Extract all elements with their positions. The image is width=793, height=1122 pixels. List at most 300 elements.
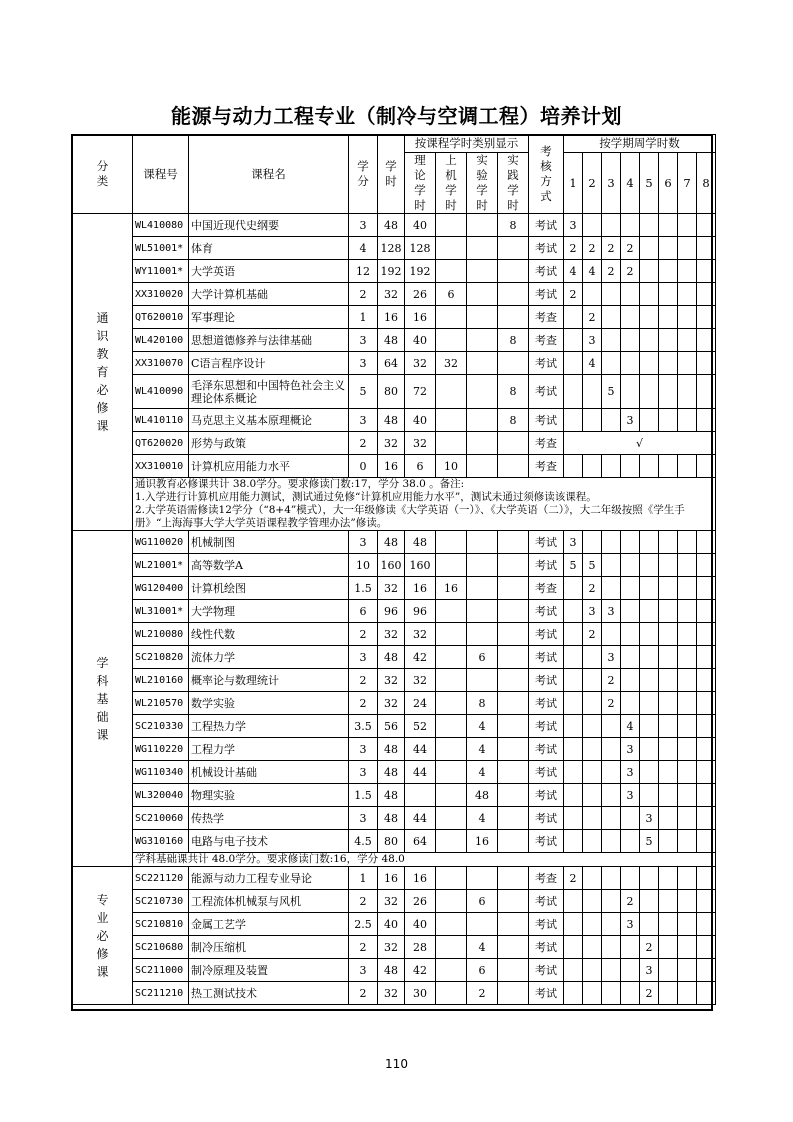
course-name: 能源与动力工程专业导论 bbox=[189, 867, 349, 890]
course-row bbox=[73, 283, 716, 306]
assessment-type: 考试 bbox=[529, 807, 564, 830]
theory-hours: 44 bbox=[405, 738, 436, 761]
course-row bbox=[73, 531, 716, 554]
semester-3-hours: 2 bbox=[602, 237, 621, 260]
semester-6-hours bbox=[659, 577, 678, 600]
semester-4-hours bbox=[621, 623, 640, 646]
course-code: WL31001* bbox=[133, 600, 189, 623]
course-hours: 16 bbox=[378, 455, 405, 478]
header-semester-1: 1 bbox=[564, 153, 583, 214]
course-code: WL410090 bbox=[133, 375, 189, 409]
semester-3-hours: 2 bbox=[602, 692, 621, 715]
course-code: WL210080 bbox=[133, 623, 189, 646]
course-hours: 48 bbox=[378, 807, 405, 830]
semester-7-hours bbox=[678, 455, 697, 478]
course-name: 大学英语 bbox=[189, 260, 349, 283]
assessment-type: 考试 bbox=[529, 214, 564, 237]
semester-2-hours bbox=[583, 375, 602, 409]
course-name: 思想道德修养与法律基础 bbox=[189, 329, 349, 352]
semester-6-hours bbox=[659, 600, 678, 623]
course-row bbox=[73, 761, 716, 784]
semester-7-hours bbox=[678, 260, 697, 283]
course-credits: 5 bbox=[349, 375, 378, 409]
semester-2-hours: 4 bbox=[583, 352, 602, 375]
semester-6-hours bbox=[659, 761, 678, 784]
course-code: WG110340 bbox=[133, 761, 189, 784]
semester-8-hours bbox=[697, 623, 716, 646]
course-row bbox=[73, 306, 716, 329]
assessment-type: 考试 bbox=[529, 646, 564, 669]
theory-hours: 6 bbox=[405, 455, 436, 478]
course-name: 制冷压缩机 bbox=[189, 936, 349, 959]
practice-hours bbox=[498, 352, 529, 375]
experiment-hours bbox=[467, 352, 498, 375]
course-credits: 10 bbox=[349, 554, 378, 577]
theory-hours: 42 bbox=[405, 959, 436, 982]
course-code: WL21001* bbox=[133, 554, 189, 577]
practice-hours: 8 bbox=[498, 214, 529, 237]
course-row bbox=[73, 409, 716, 432]
semester-3-hours bbox=[602, 531, 621, 554]
semester-7-hours bbox=[678, 531, 697, 554]
semester-8-hours bbox=[697, 936, 716, 959]
course-name: 马克思主义基本原理概论 bbox=[189, 409, 349, 432]
course-name: 热工测试技术 bbox=[189, 982, 349, 1005]
theory-hours: 32 bbox=[405, 669, 436, 692]
semester-5-hours bbox=[640, 306, 659, 329]
practice-hours bbox=[498, 890, 529, 913]
course-code: SC210060 bbox=[133, 807, 189, 830]
semester-5-hours bbox=[640, 577, 659, 600]
semester-8-hours bbox=[697, 715, 716, 738]
semester-4-hours bbox=[621, 554, 640, 577]
practice-hours bbox=[498, 237, 529, 260]
experiment-hours: 4 bbox=[467, 936, 498, 959]
practice-hours bbox=[498, 807, 529, 830]
course-code: SC210680 bbox=[133, 936, 189, 959]
course-hours: 16 bbox=[378, 306, 405, 329]
semester-6-hours bbox=[659, 890, 678, 913]
semester-3-hours bbox=[602, 283, 621, 306]
course-hours: 56 bbox=[378, 715, 405, 738]
semester-6-hours bbox=[659, 715, 678, 738]
course-code: WL320040 bbox=[133, 784, 189, 807]
course-credits: 3.5 bbox=[349, 715, 378, 738]
experiment-hours bbox=[467, 623, 498, 646]
course-hours: 64 bbox=[378, 352, 405, 375]
course-hours: 32 bbox=[378, 283, 405, 306]
practice-hours bbox=[498, 761, 529, 784]
semester-4-hours bbox=[621, 669, 640, 692]
theory-hours: 52 bbox=[405, 715, 436, 738]
semester-6-hours bbox=[659, 623, 678, 646]
course-name: 工程流体机械泵与风机 bbox=[189, 890, 349, 913]
computer-hours bbox=[436, 329, 467, 352]
semester-7-hours bbox=[678, 890, 697, 913]
semester-2-hours bbox=[583, 890, 602, 913]
semester-4-hours: 2 bbox=[621, 890, 640, 913]
theory-hours: 28 bbox=[405, 936, 436, 959]
computer-hours bbox=[436, 959, 467, 982]
course-row bbox=[73, 646, 716, 669]
header-name: 课程名 bbox=[189, 135, 349, 214]
semester-4-hours bbox=[621, 646, 640, 669]
practice-hours bbox=[498, 715, 529, 738]
experiment-hours bbox=[467, 600, 498, 623]
semester-5-hours: 2 bbox=[640, 936, 659, 959]
course-hours: 192 bbox=[378, 260, 405, 283]
semester-3-hours bbox=[602, 715, 621, 738]
semester-5-hours bbox=[640, 352, 659, 375]
semester-2-hours: 3 bbox=[583, 600, 602, 623]
theory-hours: 40 bbox=[405, 329, 436, 352]
course-hours: 160 bbox=[378, 554, 405, 577]
course-code: WL410110 bbox=[133, 409, 189, 432]
computer-hours bbox=[436, 409, 467, 432]
note-line: 1.入学进行计算机应用能力测试，测试通过免修“计算机应用能力水平”，测试未通过须修读该课程。 bbox=[135, 491, 597, 503]
course-name: 流体力学 bbox=[189, 646, 349, 669]
semester-1-hours bbox=[564, 577, 583, 600]
semester-3-hours bbox=[602, 807, 621, 830]
course-row bbox=[73, 959, 716, 982]
theory-hours: 40 bbox=[405, 214, 436, 237]
semester-1-hours bbox=[564, 375, 583, 409]
semester-6-hours bbox=[659, 936, 678, 959]
semester-5-hours bbox=[640, 913, 659, 936]
course-credits: 2 bbox=[349, 669, 378, 692]
course-code: WL420100 bbox=[133, 329, 189, 352]
course-credits: 3 bbox=[349, 807, 378, 830]
course-code: SC210810 bbox=[133, 913, 189, 936]
semester-5-hours bbox=[640, 761, 659, 784]
semester-4-hours bbox=[621, 455, 640, 478]
semester-7-hours bbox=[678, 936, 697, 959]
semester-7-hours bbox=[678, 554, 697, 577]
header-semester-5: 5 bbox=[640, 153, 659, 214]
semester-8-hours bbox=[697, 554, 716, 577]
semester-6-hours bbox=[659, 455, 678, 478]
semester-4-hours: 3 bbox=[621, 913, 640, 936]
computer-hours: 32 bbox=[436, 352, 467, 375]
semester-3-hours: 3 bbox=[602, 600, 621, 623]
header-semester-7: 7 bbox=[678, 153, 697, 214]
theory-hours: 26 bbox=[405, 283, 436, 306]
semester-1-hours bbox=[564, 913, 583, 936]
semester-6-hours bbox=[659, 554, 678, 577]
semester-2-hours bbox=[583, 692, 602, 715]
course-hours: 96 bbox=[378, 600, 405, 623]
semester-8-hours bbox=[697, 761, 716, 784]
semester-4-hours bbox=[621, 692, 640, 715]
theory-hours: 160 bbox=[405, 554, 436, 577]
course-hours: 32 bbox=[378, 936, 405, 959]
experiment-hours: 16 bbox=[467, 830, 498, 853]
course-code: SC221120 bbox=[133, 867, 189, 890]
theory-hours: 64 bbox=[405, 830, 436, 853]
semester-1-hours bbox=[564, 936, 583, 959]
semester-7-hours bbox=[678, 577, 697, 600]
experiment-hours bbox=[467, 409, 498, 432]
semester-5-hours bbox=[640, 738, 659, 761]
semester-3-hours bbox=[602, 867, 621, 890]
semester-5-hours bbox=[640, 784, 659, 807]
computer-hours bbox=[436, 669, 467, 692]
course-row bbox=[73, 936, 716, 959]
semester-7-hours bbox=[678, 214, 697, 237]
theory-hours: 16 bbox=[405, 306, 436, 329]
semester-8-hours bbox=[697, 959, 716, 982]
semester-1-hours bbox=[564, 600, 583, 623]
course-row bbox=[73, 455, 716, 478]
experiment-hours bbox=[467, 554, 498, 577]
semester-1-hours bbox=[564, 784, 583, 807]
theory-hours: 192 bbox=[405, 260, 436, 283]
semester-2-hours bbox=[583, 715, 602, 738]
semester-3-hours bbox=[602, 409, 621, 432]
assessment-type: 考试 bbox=[529, 554, 564, 577]
experiment-hours: 6 bbox=[467, 646, 498, 669]
semester-4-hours: 2 bbox=[621, 237, 640, 260]
header-assessment: 考核方式 bbox=[529, 135, 564, 214]
course-name: 金属工艺学 bbox=[189, 913, 349, 936]
semester-7-hours bbox=[678, 913, 697, 936]
course-name: 计算机绘图 bbox=[189, 577, 349, 600]
semester-6-hours bbox=[659, 375, 678, 409]
semester-1-hours bbox=[564, 715, 583, 738]
assessment-type: 考试 bbox=[529, 375, 564, 409]
semester-7-hours bbox=[678, 807, 697, 830]
course-credits: 2 bbox=[349, 890, 378, 913]
semester-8-hours bbox=[697, 738, 716, 761]
note-line: 通识教育必修课共计 38.0学分。要求修读门数:17，学分 38.0 。备注: bbox=[135, 478, 465, 490]
practice-hours bbox=[498, 738, 529, 761]
semester-5-hours bbox=[640, 409, 659, 432]
course-row bbox=[73, 807, 716, 830]
semester-2-hours: 5 bbox=[583, 554, 602, 577]
semester-6-hours bbox=[659, 738, 678, 761]
computer-hours bbox=[436, 784, 467, 807]
semester-1-hours bbox=[564, 669, 583, 692]
course-credits: 0 bbox=[349, 455, 378, 478]
course-row bbox=[73, 867, 716, 890]
assessment-type: 考查 bbox=[529, 306, 564, 329]
assessment-type: 考试 bbox=[529, 600, 564, 623]
semester-4-hours: 3 bbox=[621, 784, 640, 807]
computer-hours: 16 bbox=[436, 577, 467, 600]
course-hours: 48 bbox=[378, 531, 405, 554]
semester-6-hours bbox=[659, 531, 678, 554]
semester-3-hours: 2 bbox=[602, 260, 621, 283]
semester-7-hours bbox=[678, 830, 697, 853]
course-credits: 3 bbox=[349, 409, 378, 432]
header-credits: 学分 bbox=[349, 135, 378, 214]
semester-7-hours bbox=[678, 329, 697, 352]
experiment-hours bbox=[467, 237, 498, 260]
semester-1-hours bbox=[564, 455, 583, 478]
training-plan-table bbox=[72, 134, 716, 1005]
course-hours: 128 bbox=[378, 237, 405, 260]
header-code: 课程号 bbox=[133, 135, 189, 214]
semester-3-hours bbox=[602, 554, 621, 577]
section-note-row bbox=[73, 853, 716, 867]
section-note bbox=[133, 853, 716, 867]
semester-1-hours bbox=[564, 409, 583, 432]
semester-5-hours bbox=[640, 531, 659, 554]
course-name: 概率论与数理统计 bbox=[189, 669, 349, 692]
course-hours: 48 bbox=[378, 646, 405, 669]
practice-hours: 8 bbox=[498, 409, 529, 432]
semester-6-hours bbox=[659, 830, 678, 853]
course-row bbox=[73, 982, 716, 1005]
course-credits: 4 bbox=[349, 237, 378, 260]
semester-5-hours bbox=[640, 890, 659, 913]
category-label: 通识教育必修课 bbox=[96, 311, 109, 433]
assessment-type: 考查 bbox=[529, 455, 564, 478]
assessment-type: 考试 bbox=[529, 761, 564, 784]
experiment-hours: 2 bbox=[467, 982, 498, 1005]
computer-hours bbox=[436, 306, 467, 329]
practice-hours bbox=[498, 646, 529, 669]
practice-hours bbox=[498, 600, 529, 623]
semester-5-hours: 3 bbox=[640, 959, 659, 982]
practice-hours bbox=[498, 913, 529, 936]
course-name: 大学计算机基础 bbox=[189, 283, 349, 306]
course-row bbox=[73, 623, 716, 646]
category-cell bbox=[73, 867, 133, 1005]
semester-4-hours bbox=[621, 600, 640, 623]
semester-6-hours bbox=[659, 646, 678, 669]
semester-8-hours bbox=[697, 784, 716, 807]
course-row bbox=[73, 214, 716, 237]
semester-8-hours bbox=[697, 214, 716, 237]
semester-7-hours bbox=[678, 409, 697, 432]
header-semester-6: 6 bbox=[659, 153, 678, 214]
course-code: WG110220 bbox=[133, 738, 189, 761]
computer-hours bbox=[436, 982, 467, 1005]
section-note bbox=[133, 478, 716, 531]
semester-2-hours bbox=[583, 283, 602, 306]
semester-4-hours bbox=[621, 982, 640, 1005]
experiment-hours: 4 bbox=[467, 807, 498, 830]
course-name: 军事理论 bbox=[189, 306, 349, 329]
semester-5-hours bbox=[640, 646, 659, 669]
course-row bbox=[73, 237, 716, 260]
computer-hours bbox=[436, 600, 467, 623]
theory-hours: 26 bbox=[405, 890, 436, 913]
course-credits: 1 bbox=[349, 867, 378, 890]
header-semester-8: 8 bbox=[697, 153, 716, 214]
semester-7-hours bbox=[678, 623, 697, 646]
semester-1-hours: 3 bbox=[564, 531, 583, 554]
header-semester-4: 4 bbox=[621, 153, 640, 214]
experiment-hours bbox=[467, 375, 498, 409]
course-hours: 80 bbox=[378, 375, 405, 409]
semester-3-hours bbox=[602, 738, 621, 761]
course-code: SC210330 bbox=[133, 715, 189, 738]
semester-2-hours bbox=[583, 646, 602, 669]
course-credits: 3 bbox=[349, 352, 378, 375]
course-name: 物理实验 bbox=[189, 784, 349, 807]
semester-4-hours: 3 bbox=[621, 738, 640, 761]
semester-8-hours bbox=[697, 283, 716, 306]
all-semesters-mark: √ bbox=[564, 432, 716, 455]
semester-2-hours: 2 bbox=[583, 237, 602, 260]
semester-2-hours bbox=[583, 738, 602, 761]
semester-3-hours bbox=[602, 936, 621, 959]
course-code: WG120400 bbox=[133, 577, 189, 600]
semester-6-hours bbox=[659, 329, 678, 352]
assessment-type: 考试 bbox=[529, 959, 564, 982]
course-row bbox=[73, 352, 716, 375]
course-credits: 2 bbox=[349, 432, 378, 455]
semester-5-hours bbox=[640, 455, 659, 478]
course-name: 计算机应用能力水平 bbox=[189, 455, 349, 478]
header-semester-2: 2 bbox=[583, 153, 602, 214]
semester-2-hours bbox=[583, 982, 602, 1005]
semester-4-hours bbox=[621, 283, 640, 306]
course-name: 线性代数 bbox=[189, 623, 349, 646]
semester-1-hours: 2 bbox=[564, 237, 583, 260]
course-credits: 3 bbox=[349, 646, 378, 669]
semester-4-hours bbox=[621, 531, 640, 554]
semester-3-hours bbox=[602, 623, 621, 646]
header-semester-3: 3 bbox=[602, 153, 621, 214]
semester-3-hours bbox=[602, 761, 621, 784]
semester-8-hours bbox=[697, 531, 716, 554]
experiment-hours: 4 bbox=[467, 761, 498, 784]
computer-hours bbox=[436, 260, 467, 283]
semester-3-hours bbox=[602, 455, 621, 478]
course-credits: 12 bbox=[349, 260, 378, 283]
course-code: SC211000 bbox=[133, 959, 189, 982]
semester-6-hours bbox=[659, 409, 678, 432]
semester-1-hours bbox=[564, 890, 583, 913]
semester-3-hours: 2 bbox=[602, 669, 621, 692]
course-hours: 32 bbox=[378, 669, 405, 692]
semester-6-hours bbox=[659, 237, 678, 260]
semester-1-hours bbox=[564, 807, 583, 830]
theory-hours: 128 bbox=[405, 237, 436, 260]
computer-hours bbox=[436, 214, 467, 237]
semester-8-hours bbox=[697, 807, 716, 830]
semester-5-hours bbox=[640, 600, 659, 623]
semester-2-hours: 4 bbox=[583, 260, 602, 283]
course-code: SC211210 bbox=[133, 982, 189, 1005]
course-credits: 2.5 bbox=[349, 913, 378, 936]
course-code: WY11001* bbox=[133, 260, 189, 283]
semester-2-hours bbox=[583, 913, 602, 936]
semester-5-hours bbox=[640, 260, 659, 283]
course-credits: 2 bbox=[349, 623, 378, 646]
course-code: XX310020 bbox=[133, 283, 189, 306]
course-name: 形势与政策 bbox=[189, 432, 349, 455]
computer-hours bbox=[436, 715, 467, 738]
course-credits: 2 bbox=[349, 283, 378, 306]
course-hours: 48 bbox=[378, 959, 405, 982]
course-code: WL410080 bbox=[133, 214, 189, 237]
semester-1-hours bbox=[564, 738, 583, 761]
semester-5-hours: 2 bbox=[640, 982, 659, 1005]
course-row bbox=[73, 830, 716, 853]
semester-8-hours bbox=[697, 409, 716, 432]
header-experiment: 实验学时 bbox=[467, 153, 498, 214]
assessment-type: 考试 bbox=[529, 531, 564, 554]
practice-hours bbox=[498, 577, 529, 600]
semester-3-hours: 5 bbox=[602, 375, 621, 409]
semester-8-hours bbox=[697, 306, 716, 329]
semester-6-hours bbox=[659, 260, 678, 283]
header-computer: 上机学时 bbox=[436, 153, 467, 214]
